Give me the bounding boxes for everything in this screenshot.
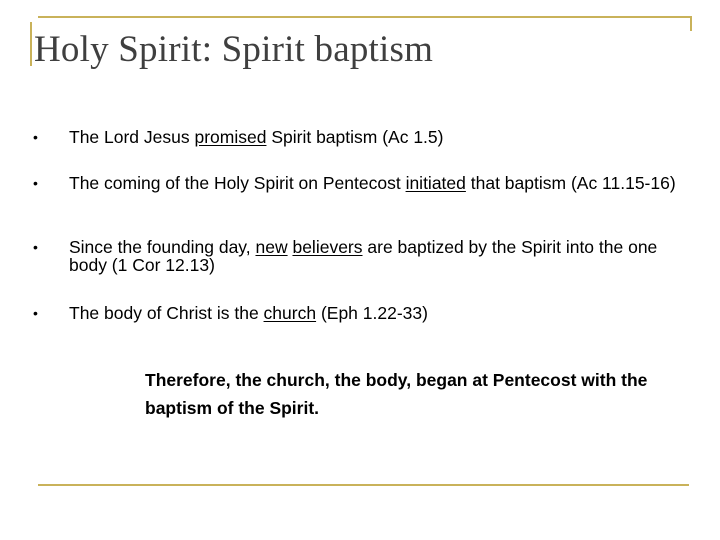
underlined-term: church	[263, 303, 317, 323]
text-run: The body of Christ is the	[69, 303, 264, 323]
text-run: The coming of the Holy Spirit on Pentecost	[69, 173, 406, 193]
bullet-marker: •	[33, 129, 38, 145]
bullet-text	[69, 128, 683, 146]
conclusion-text: Therefore, the church, the body, began at Pentecost with the baptism of the Spirit.	[145, 370, 648, 418]
top-border-rule	[38, 16, 690, 18]
text-run: The Lord Jesus	[69, 127, 195, 147]
underlined-term: promised	[194, 127, 267, 147]
bottom-border-rule	[38, 484, 689, 486]
underlined-term: believers	[292, 237, 363, 257]
top-right-border-tick	[690, 16, 692, 31]
underlined-term: new	[255, 237, 288, 257]
bullet-text	[69, 174, 683, 192]
text-run: are baptized by the Spirit into the one body (1 Cor 12.13)	[69, 237, 658, 275]
text-run: Since the founding day,	[69, 237, 256, 257]
left-border-rule	[30, 22, 32, 66]
underlined-term: initiated	[405, 173, 466, 193]
bullet-marker: •	[33, 305, 38, 321]
bullet-marker: •	[33, 175, 38, 191]
bullet-text	[69, 304, 683, 322]
text-run: Spirit baptism (Ac 1.5)	[266, 127, 444, 147]
bullet-marker: •	[33, 239, 38, 255]
bullet-text	[69, 238, 683, 274]
text-run: (Eph 1.22-33)	[316, 303, 428, 323]
slide-title: Holy Spirit: Spirit baptism	[34, 29, 434, 70]
text-run: that baptism (Ac 11.15-16)	[465, 173, 676, 193]
